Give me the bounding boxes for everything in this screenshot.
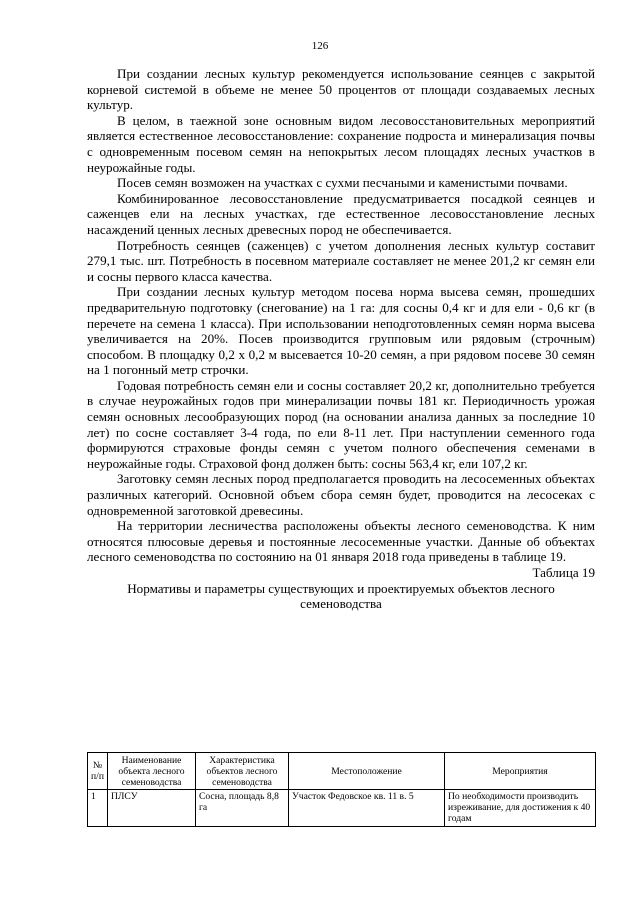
paragraph-seed-sowing: Посев семян возможен на участках с сухми песчаными и каменистыми почвами. — [117, 175, 568, 191]
cell-number: 1 — [88, 790, 108, 827]
paragraph-sowing-norm: При создании лесных культур методом посева норма высева семян, прошедших предварительную подготовку (снегование) на 1 га: для сосны 0,4 кг и для ели - 0,6 кг (в перечете на семена 1 класса). При использовании неподготовленных семян норма высева увеличивается на 20%. Посев производится групповым или рядовым (строчным) способом. В площадку 0,2 х 0,2 м высевается 10-20 семян, а при рядовом посеве 30 семян на 1 погонный метр строчки. — [87, 284, 595, 378]
header-location: Местоположение — [289, 753, 445, 790]
table-label: Таблица 19 — [532, 565, 595, 580]
header-number: № п/п — [88, 753, 108, 790]
page-number: 126 — [311, 40, 329, 52]
header-characteristics: Характеристика объектов лесного семеноводства — [196, 753, 289, 790]
paragraph-annual-demand: Годовая потребность семян ели и сосны составляет 20,2 кг, дополнительно требуется в случае неурожайных годов при минерализации почвы 181 кг. Периодичность урожая семян основных лесообразующих пород (на основании анализа данных за последние 10 лет) по сосне составляет 3-4 года, по ели 8-11 лет. При наступлении семенного года формируются страховые фонды семян с учетом полного обеспечения семенами в неурожайные годы. Страховой фонд должен быть: сосны 563,4 кг, ели 107,2 кг. — [87, 377, 595, 471]
cell-measures: По необходимости производить изреживание, для достижения к 40 годам — [445, 790, 596, 827]
paragraph-seedling-demand: Потребность сеянцев (саженцев) с учетом дополнения лесных культур составит 279,1 тыс. шт. Потребность в посевном материале составляет не менее 201,2 кг семян ели и сосны первого класса качества. — [87, 237, 595, 284]
cell-object-name: ПЛСУ — [108, 790, 196, 827]
seed-objects-table — [87, 752, 596, 827]
table-header-row — [88, 753, 596, 790]
header-measures: Мероприятия — [445, 753, 596, 790]
body-text — [87, 66, 595, 612]
paragraph-seed-objects: На территории лесничества расположены объекты лесного семеноводства. К ним относятся плюсовые деревья и постоянные лесосеменные участки. Данные об объектах лесного семеноводства по состоянию на 01 января 2018 года приведены в таблице 19. — [87, 518, 595, 565]
paragraph-combined-restoration: Комбинированное лесовосстановление предусматривается посадкой сеянцев и саженцев ели на лесных участках, где естественное лесовосстановление лесных насаждений ценных лесных древесных пород не обеспечивается. — [87, 190, 595, 237]
table-row — [88, 790, 596, 827]
header-object-name: Наименование объекта лесного семеноводства — [108, 753, 196, 790]
paragraph-seedlings-closed-roots: При создании лесных культур рекомендуется использование сеянцев с закрытой корневой системой в объеме не менее 50 процентов от площади создаваемых лесных культур. — [87, 66, 595, 113]
cell-characteristics: Сосна, площадь 8,8 га — [196, 790, 289, 827]
paragraph-seed-harvesting: Заготовку семян лесных пород предполагается проводить на лесосеменных объектах различных категорий. Основной объем сбора семян будет, проводится на лесосеках с одновременной заготовкой древесины. — [87, 471, 595, 518]
table-title: Нормативы и параметры существующих и проектируемых объектов лесного семеноводства — [127, 580, 555, 612]
paragraph-taiga-zone: В целом, в таежной зоне основным видом лесовосстановительных мероприятий является естественное лесовосстановление: сохранение подроста и минерализация почвы с одновременным посевом семян на непокрытых лесом площадях лесных участков в неурожайные годы. — [87, 112, 595, 175]
cell-location: Участок Федовское кв. 11 в. 5 — [289, 790, 445, 827]
